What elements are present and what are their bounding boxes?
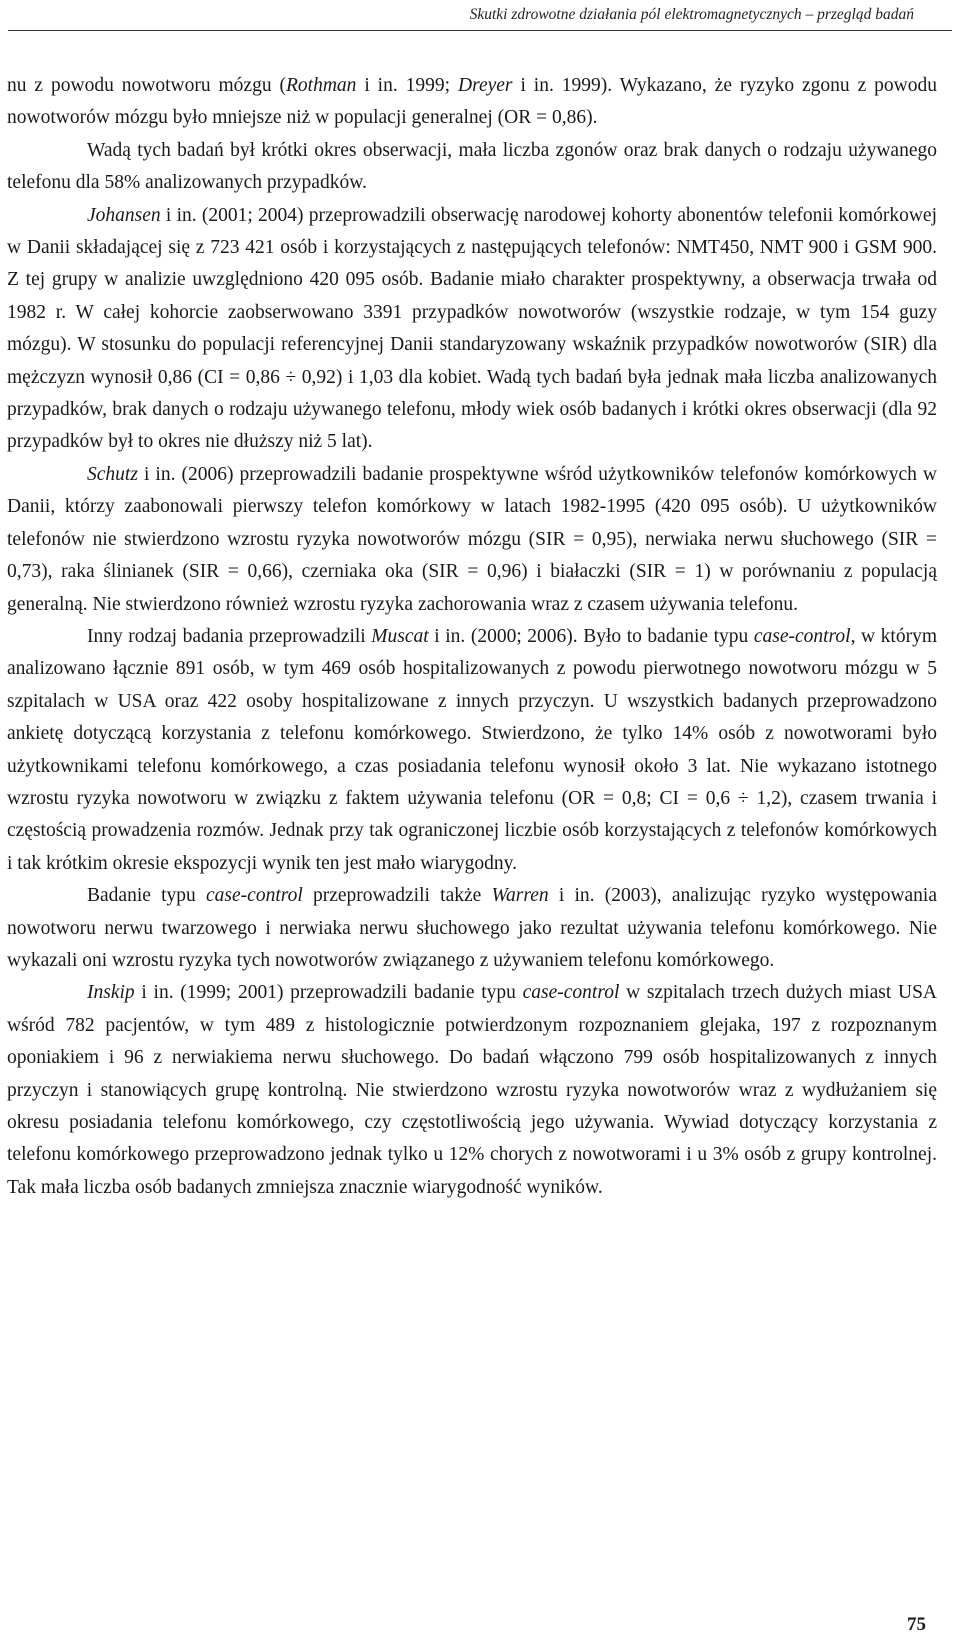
paragraph xyxy=(7,977,937,1204)
paragraph-text: , w którym analizowano łącznie 891 osób, w tym 469 osób hospitalizowanych z powodu pierwotnego nowotworu mózgu w 5 szpitalach w USA oraz 422 osoby hospitalizowane z innych przyczyn. U wszystkich badanych przeprowadzono ankietę dotyczącą korzystania z telefonu komórkowego. Stwierdzono, że tylko 14% osób z nowotworami było użytkownikami telefonu komórkowego, a czas posiadania telefonu wynosił około 3 lat. Nie wykazano istotnego wzrostu ryzyka nowotworu w związku z faktem używania telefonu (OR = 0,8; CI = 0,6 ÷ 1,2), czasem trwania i częstością prowadzenia rozmów. Jednak przy tak ograniczonej liczbie osób korzystających z telefonów komórkowych i tak krótkim okresie ekspozycji wynik ten jest mało wiarygodny. xyxy=(7,625,937,874)
paragraph-text: nu z powodu nowotworu mózgu ( xyxy=(7,75,286,96)
italic-text: case-control xyxy=(206,885,303,907)
body-text xyxy=(7,70,937,1204)
paragraph xyxy=(7,621,937,880)
paragraph-text: i in. 1999). Wykazano, że ryzyko zgonu z powodu nowotworów mózgu było mniejsze niż w populacji generalnej (OR = 0,86). xyxy=(7,75,937,129)
paragraph xyxy=(7,200,937,459)
paragraph xyxy=(7,880,937,977)
paragraph-text: i in. (2001; 2004) przeprowadzili obserwację narodowej kohorty abonentów telefonii komórkowej w Danii składającej się z 723 421 osób i korzystających z następujących telefonów: NMT450, NMT 900 i GSM 900. Z tej grupy w analizie uwzględniono 420 095 osób. Badanie miało charakter prospektywny, a obserwacja trwała od 1982 r. W całej kohorcie zaobserwowano 3391 przypadków nowotworów (wszystkie rodzaje, w tym 154 guzy mózgu). W stosunku do populacji referencyjnej Danii standaryzowany wskaźnik przypadków nowotworów (SIR) dla mężczyzn wynosił 0,86 (CI = 0,86 ÷ 0,92) i 1,03 dla kobiet. Wadą tych badań była jednak mała liczba analizowanych przypadków, brak danych o rodzaju używanego telefonu, młody wiek osób badanych i krótki okres obserwacji (dla 92 przypadków był to okres nie dłuższy niż 5 lat). xyxy=(7,204,937,453)
italic-text: Rothman xyxy=(286,75,357,96)
italic-text: Johansen xyxy=(87,204,161,226)
paragraph-text: w szpitalach trzech dużych miast USA wśród 782 pacjentów, w tym 489 z histologicznie potwierdzonym rozpoznaniem glejaka, 197 z rozpoznanym oponiakiem i 96 z nerwiakiema nerwu słuchowego. Do badań włączono 799 osób hospitalizowanych z innych przyczyn i stanowiących grupę kontrolną. Nie stwierdzono wzrostu ryzyka nowotworów wraz z wydłużaniem się okresu posiadania telefonu komórkowego, czy częstotliwością jego używania. Wywiad dotyczący korzystania z telefonu komórkowego przeprowadzono jednak tylko u 12% chorych z nowotworami i u 3% osób z grupy kontrolnej. Tak mała liczba osób badanych zmniejsza znacznie wiarygodność wyników. xyxy=(7,982,937,1198)
paragraph xyxy=(7,459,937,621)
paragraph-text: i in. (2000; 2006). Było to badanie typu xyxy=(428,625,754,647)
running-header-title: Skutki zdrowotne działania pól elektromagnetycznych – przegląd badań xyxy=(469,6,914,23)
paragraph xyxy=(7,70,937,135)
italic-text: Dreyer xyxy=(458,75,513,96)
paragraph-text: i in. (2006) przeprowadzili badanie prospektywne wśród użytkowników telefonów komórkowych w Danii, którzy zaabonowali pierwszy telefon komórkowy w latach 1982-1995 (420 095 osób). U użytkowników telefonów nie stwierdzono wzrostu ryzyka nowotworów mózgu (SIR = 0,95), nerwiaka nerwu słuchowego (SIR = 0,73), raka ślinianek (SIR = 0,66), czerniaka oka (SIR = 0,96) i białaczki (SIR = 1) w porównaniu z populacją generalną. Nie stwierdzono również wzrostu ryzyka zachorowania wraz z czasem używania telefonu. xyxy=(7,463,937,615)
paragraph-text: Badanie typu xyxy=(87,885,207,907)
paragraph-text: i in. (2003), analizując ryzyko występowania nowotworu nerwu twarzowego i nerwiaka nerwu słuchowego jako rezultat używania telefonu komórkowego. Nie wykazali oni wzrostu ryzyka tych nowotworów związanego z używaniem telefonu komórkowego. xyxy=(7,885,938,971)
page-number: 75 xyxy=(907,1614,926,1635)
italic-text: case-control xyxy=(522,982,620,1004)
paragraph-text: i in. (1999; 2001) przeprowadzili badanie typu xyxy=(134,982,523,1004)
header-rule xyxy=(8,30,952,31)
italic-text: Muscat xyxy=(371,625,429,647)
running-header xyxy=(0,0,960,40)
italic-text: Schutz xyxy=(87,463,138,485)
italic-text: Warren xyxy=(491,885,549,907)
italic-text: Inskip xyxy=(87,982,135,1004)
paragraph-text: przeprowadzili także xyxy=(302,885,492,907)
paragraph-text: Wadą tych badań był krótki okres obserwacji, mała liczba zgonów oraz brak danych o rodzaju używanego telefonu dla 58% analizowanych przypadków. xyxy=(7,139,937,194)
italic-text: case-control xyxy=(753,625,851,647)
paragraph xyxy=(7,135,937,200)
paragraph-text: Inny rodzaj badania przeprowadzili xyxy=(87,625,372,647)
paragraph-text: i in. 1999; xyxy=(356,75,458,96)
